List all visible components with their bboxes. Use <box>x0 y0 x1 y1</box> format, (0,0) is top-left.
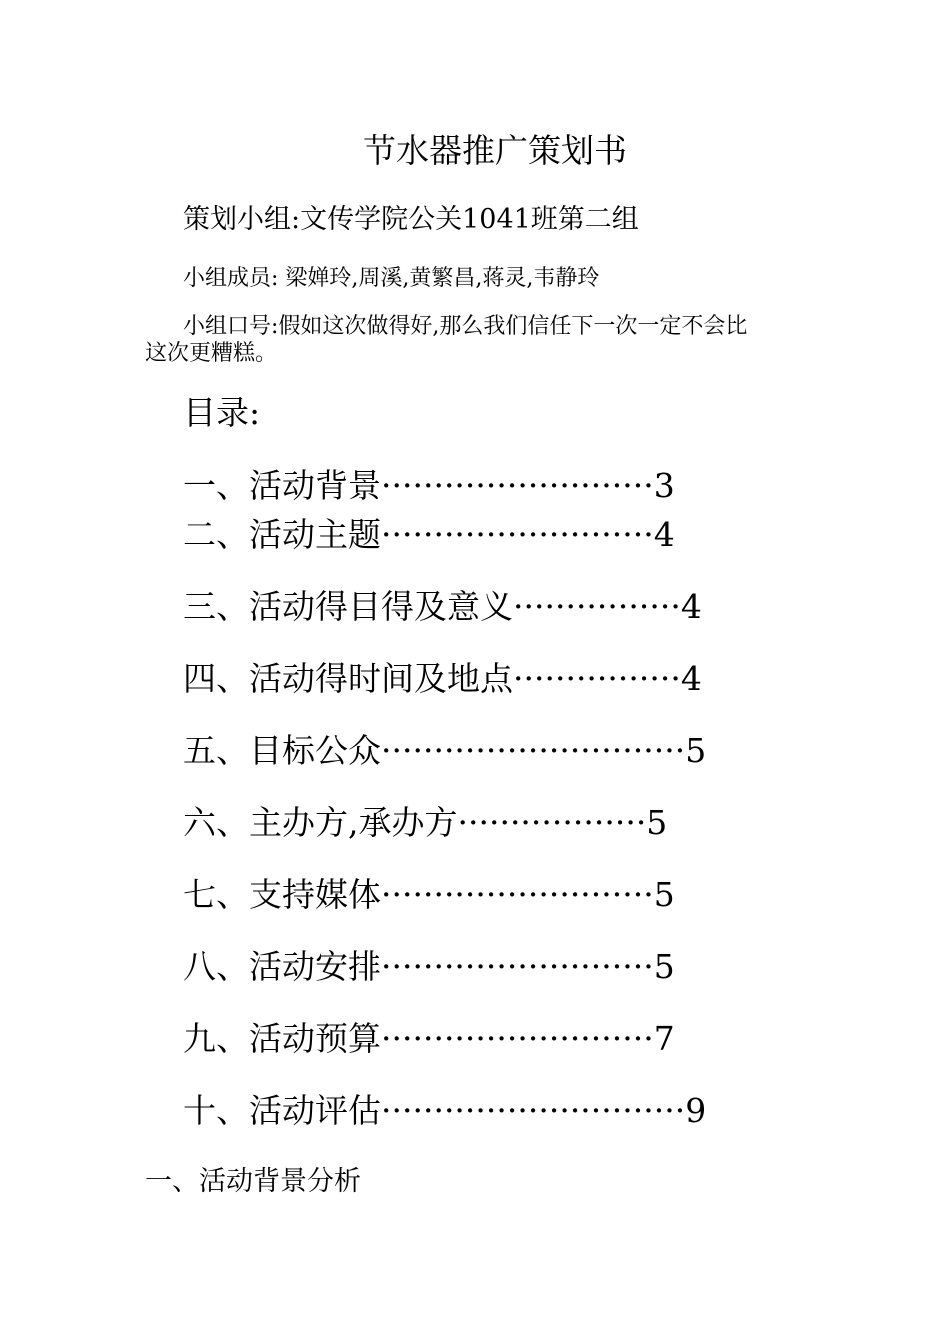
group-slogan-line-1: 小组口号:假如这次做得好,那么我们信任下一次一定不会比 <box>183 314 748 339</box>
toc-item: 九、活动预算··························7 <box>183 1019 675 1058</box>
group-members-line: 小组成员: 梁婵玲,周溪,黄繁昌,蒋灵,韦静玲 <box>183 266 600 291</box>
toc-item: 七、支持媒体··························5 <box>183 875 675 914</box>
toc-item: 二、活动主题··························4 <box>183 515 675 554</box>
planning-group-line: 策划小组:文传学院公关1041班第二组 <box>183 204 639 235</box>
section-heading: 一、活动背景分析 <box>145 1166 361 1197</box>
toc-item: 四、活动得时间及地点················4 <box>183 659 702 698</box>
group-slogan-line-2: 这次更糟糕。 <box>145 341 278 366</box>
toc-item: 六、主办方,承办方··················5 <box>183 803 668 842</box>
toc-item: 八、活动安排··························5 <box>183 947 675 986</box>
toc-item: 三、活动得目得及意义················4 <box>183 587 702 626</box>
toc-item: 十、活动评估·····························9 <box>183 1091 707 1130</box>
page-title: 节水器推广策划书 <box>363 131 627 170</box>
toc-item: 五、目标公众·····························5 <box>183 731 707 770</box>
toc-item: 一、活动背景··························3 <box>183 466 675 505</box>
toc-heading: 目录: <box>183 393 261 432</box>
